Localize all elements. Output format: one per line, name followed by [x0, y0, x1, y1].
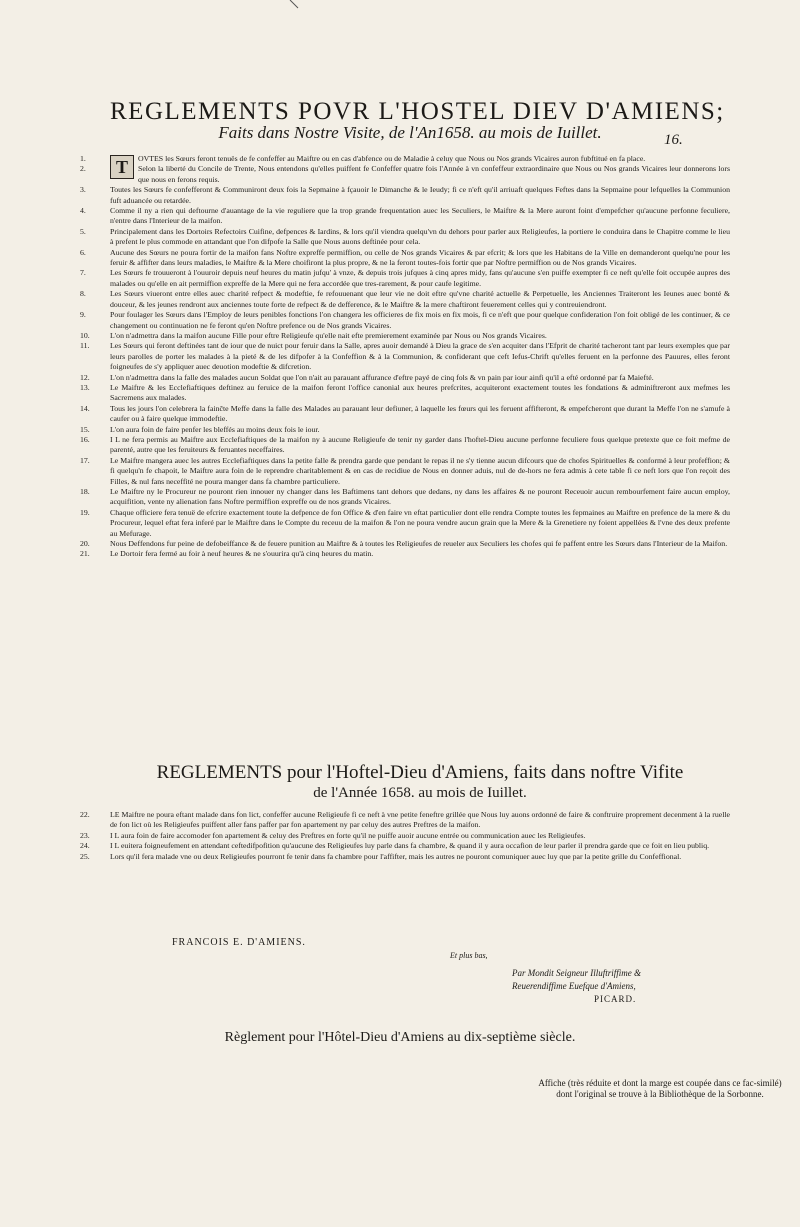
- article: 1. T OVTES les Sœurs feront tenuës de fe confeffer au Maiftre ou en cas d'abfence ou de Maladie à celuy que Nous ou Nos grands Vicaires auron fubftitué en fa place.: [80, 154, 646, 177]
- document-title: REGLEMENTS POVR L'HOSTEL DIEV D'AMIENS;: [110, 98, 725, 125]
- second-title: REGLEMENTS pour l'Hoftel-Dieu d'Amiens, faits dans noftre Vifite: [156, 762, 684, 783]
- article: 5. Principalement dans les Dortoirs Refectoirs Cuifine, defpences & Iardins, & lors qu'il viendra quelqu'vn du dehors pour parler aux Religieufes, la portiere le conduira dans le Chapitre comme le lieu à prefent le plus commode en attandant que l'on difpofe la Salle que Nous auons deftinée pour cela.: [80, 226, 730, 247]
- signature-bishop: FRANCOIS E. D'AMIENS.: [172, 937, 306, 948]
- articles-list: [80, 154, 730, 560]
- document-subtitle: Faits dans Nostre Visite, de l'An1658. au mois de Iuillet.: [218, 123, 602, 142]
- articles-list-2: [80, 810, 730, 862]
- article: 17. Le Maiftre mangera auec les autres Ecclefiaftiques dans la petite falle & prendra garde que pendant le repas il ne s'y tienne aucun difcours que de chofes Spirituelles & conformé à leur profeffion; & fi quelqu'n fe chapoit, le Maiftre aura foin de le reprendre charitablement & en cas de recidiue de Nous en donner aduis, nul de de-hors ne fera admis à cete table fi ce neft lors que l'on reçoit des Filles, & nul fans neceffité ne poura manger dans fa chambre particuliere.: [80, 455, 730, 486]
- attestation-line-1: Par Mondit Seigneur Illuftriffime &: [512, 968, 641, 978]
- article: 14. Tous les jours l'on celebrera la fainčte Meffe dans la falle des Malades au parauant leur defiuner, à laquelle les fœurs qui les feruent affifteront, & empefcheront que durant la Meffe l'on ne s'amufe à caufer ou à faire quelque immodeftie.: [80, 403, 730, 424]
- article: 7. Les Sœurs fe trouueront à l'ouuroir depuis neuf heures du matin jufqu' à vnze, & depuis trois jufques à cinq apres midy, fans qu'aucune s'en puiffe exempter fi ce neft qu'elle foit occupée aupres des malades ou qu'elle en ait permiffion expreffe de la Mere qui ne fera accordée que tres-rarement, & pour caufe legitime.: [80, 268, 730, 288]
- drop-cap-ornament: T: [110, 155, 134, 179]
- et-plus-bas: Et plus bas,: [450, 951, 488, 960]
- article: 3. Toutes les Sœurs fe confefferont & Communiront deux fois la Sepmaine à fçauoir le Dimanche & le Ieudy; fi ce n'eft qu'il arriuaft quelques Feftes dans la Sepmaine pour lefquelles la Communion fuft aduancée ou retardée.: [80, 185, 730, 205]
- article: 13. Le Maiftre & les Ecclefiaftiques deftinez au feruice de la maifon feront l'office canonial aux heures prefcrites, acquiteront exactement toutes les fondations & adminiftreront aux mefmes les Sacremens aux malades.: [80, 382, 730, 403]
- article: 6. Aucune des Sœurs ne poura fortir de la maifon fans Noftre expreffe permiffion, ou celle de Nos grands Vicaires & par efcrit; & lors que les Habitans de la Ville en demanderont quelqu'ne pour les feruir & affifter dans leurs maladies, le Maiftre & la Mere choifiront la plus propre, & ne la feront toutes-fois fortir que par Noftre permiffion ou de Nos grands Vicaires.: [80, 247, 730, 268]
- attestation-signature: PICARD.: [594, 994, 637, 1004]
- article: 8. Les Sœurs viueront entre elles auec charité refpect & modeftie, fe refouuenant que leur vie ne doit eftre qu'vne charité actuelle & Perpetuelle, les Anciennes Traiteront les Ieunes auec bonté & douceur, & les jeunes rendront aux anciennes toute forte de refpect & de defference, & le Maiftre & la mere chaftiront feuerement celles qui y contreuiendront.: [80, 289, 730, 309]
- figure-caption: Règlement pour l'Hôtel-Dieu d'Amiens au dix-septième siècle.: [224, 1030, 576, 1045]
- attestation-block: [512, 967, 712, 1006]
- article: 18. Le Maiftre ny le Procureur ne pouront rien innouer ny changer dans les Baftimens tant dehors que dedans, ny dans les affaires & ne pouront Receuoir aucun rembourfement faire aucun employ, acquifition, vente ny alienation fans Noftre permiffion expreffe ou de nos grands Vicaires.: [80, 487, 730, 507]
- article: 21. Le Dortoir fera fermé au foir à neuf heures & ne s'ouurira qu'à cinq heures du matin.: [80, 549, 374, 559]
- article: 15. L'on aura foin de faire penfer les bleffés au moins deux fois le iour.: [80, 424, 320, 434]
- article: 10. L'on n'admettra dans la maifon aucune Fille pour eftre Religieufe qu'elle nait efte premierement examinée par Nous ou Nos grands Vicaires.: [80, 330, 547, 340]
- attestation-line-2: Reuerendiffime Euefque d'Amiens,: [512, 981, 636, 991]
- article: 25. Lors qu'il fera malade vne ou deux Religieufes pourront fe tenir dans fa chambre pour l'affifter, mais les autres ne pouront comuniquer auec luy que par la petite grille du Confeffional.: [80, 851, 682, 861]
- article: 19. Chaque officiere fera tenuë de efcrire exactement toute la defpence de fon Office & d'en faire vn eftat particulier dont elle rendra Compte toutes les fepmaines au Maiftre en prefence de la mere & du Procureur, lequel eftat fera inferé par le Maiftre dans le Compte du receuu de la maifon & l'on ne poura vendre aucun grain que la Mere & la Grenetiere ny foient appellées & l'vne des deux prefente au Mefurage.: [80, 507, 730, 538]
- article: 16. I L ne fera permis au Maiftre aux Ecclefiaftiques de la maifon ny à aucune Religieufe de tenir ny garder dans l'hoftel-Dieu aucune perfonne feculiere fous quelque pretexte que ce foit mefme de parenté, autre que les feruiteurs & feruantes neceffaires.: [80, 434, 730, 455]
- folio-number: 16.: [664, 132, 683, 148]
- article: 2. Selon la liberté du Concile de Trente, Nous entendons qu'elles puiffent fe Confeffer quatre fois l'Année à vn confeffeur extraordinaire que Nous ou Nos grands Vicaires leur donnerons lors que nous en ferons requis.: [80, 164, 730, 184]
- paper-mark: [284, 0, 304, 10]
- article: 12. L'on n'admettra dans la falle des malades aucun Soldat que l'on n'ait au parauant affurance d'eftre payé de cinq fols & vn pain par iour ainfi qu'il a efté ordonné par fa Maiefté.: [80, 372, 654, 382]
- article: 4. Comme il ny a rien qui deftourne d'auantage de la vie reguliere que la trop grande frequentation auec les Seculiers, le Maiftre & la Mere auront foint d'empefcher qu'aucune perfonne feculiere, n'entre dans l'Interieur de la maifon.: [80, 206, 730, 226]
- article: 23. I L aura foin de faire accomoder fon apartement & celuy des Preftres en forte qu'il ne puiffe auoir aucune entrée ou communication auec les Religieufes.: [80, 830, 586, 840]
- article: 11. Les Sœurs qui feront deftinées tant de iour que de nuict pour feruir dans la Salle, apres auoir demandé à Dieu la grace de s'en acquiter dans l'Efprit de charité tacheront tant par leurs exemples que par leurs parolles de porter les malades à la pieté & de les difpofer à la Confeffion & à la Communion, & confiderant que ceft Iefus-Chrift qu'elles feruent en la perfonne des Pauures, elles feront foigneufes de s'y appliquer auec deuotion modeftie & difcretion.: [80, 341, 730, 372]
- article: 22. LE Maiftre ne poura eftant malade dans fon lict, confeffer aucune Religieufe fi ce neft à vne petite feneftre grillée que Nous luy auons ordonné de faire & conftruire proprement decenment à la ruelle de fon lict où les Religieufes puiffent aller fans paffer par fon apartement ny par celuy des autres Preftres de la maifon.: [80, 810, 730, 830]
- source-note: Affiche (très réduite et dont la marge est coupée dans ce fac-similé) dont l'original se trouve à la Bibliothèque de la Sorbonne.: [538, 1078, 782, 1099]
- article: 20. Nous Deffendons fur peine de defobeiffance & de feuere punition au Maiftre & à toutes les Religieufes de reueler aux Seculiers les chofes qui fe paffent entre les Sœurs dans l'Interieur de la Maifon.: [80, 539, 728, 549]
- second-subtitle: de l'Année 1658. au mois de Iuillet.: [313, 785, 527, 801]
- article: 24. I L euitera foigneufement en attendant ceftedifpofition qu'aucune des Religieufes luy parle dans fa chambre, & quand il y aura occafion de leur parler il prendra garde que ce foit en lieu publiq.: [80, 841, 710, 851]
- article: 9. Pour foulager les Sœurs dans l'Employ de leurs penibles fonctions l'on changera les officieres de fix mois en fix mois, fi ce n'eft que pour quelque confideration l'on foit obligé de les continuer, & ce changement ou continuation ne fe feront qu'en Noftre prefence ou de Nos grands Vicaires.: [80, 310, 730, 330]
